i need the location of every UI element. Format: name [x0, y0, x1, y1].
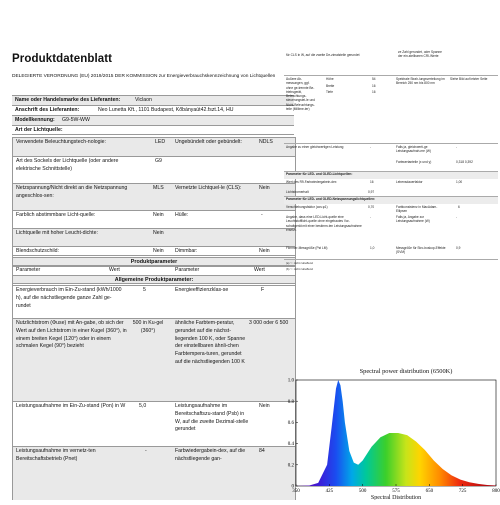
r9-value: 16: [370, 180, 374, 184]
param-cell: ähnliche Farbtem-peratur, gerundet auf die nächst-liegenden 100 K, oder Spanne der einstellbaren ähnli-chen Farbtempera-turen, gerundet auf die nächstliegenden 100 K: [175, 320, 247, 367]
x-tick-label: 650: [426, 489, 434, 494]
equiv-w-value: -: [456, 145, 457, 149]
param-cell: F: [261, 287, 264, 295]
svm-label: Messgröße für Stro-boskop-Effekte (SVM): [396, 246, 448, 255]
type-cell: Ungebündelt oder gebündelt:: [175, 139, 253, 147]
height-label: Höhe: [326, 77, 334, 81]
y-tick-label: 0.2: [288, 463, 295, 468]
y-tick-label: 0.8: [288, 400, 295, 405]
type-cell: Verwendete Beleuchtungstech-nologie:: [16, 139, 126, 147]
type-row: [13, 183, 295, 210]
footnote: (a) '-': nicht zutreffend: [286, 262, 313, 266]
param-cell: Leistungsaufnahme im Bereitschaftszu-stand (Psb) in W, auf die zweite Dezimal-stelle gerundet: [175, 403, 251, 434]
equiv-w-label: Falls ja, gleichwerti-ge Leistungsaufnah-me (W): [396, 145, 448, 154]
type-cell: Netzspannung/Nicht direkt an die Netzspannung angeschlos-sen:: [16, 185, 128, 201]
chart-title: Spectral power distribution (6500K): [360, 368, 453, 375]
type-cell: Nein: [259, 248, 270, 256]
model-id-label: Modellkennung:: [15, 117, 55, 125]
param-cell: Energieeffizienzklas-se: [175, 287, 251, 295]
y-tick-label: 0: [292, 485, 295, 490]
x-tick-label: 350: [292, 489, 300, 494]
footnote: (b) '-': nicht zutreffend: [286, 268, 313, 272]
type-row: [13, 156, 295, 183]
depth-value: 16: [372, 90, 376, 94]
y-tick-label: 0.4: [288, 442, 295, 447]
type-cell: Farblich abstimmbare Licht-quelle:: [16, 212, 128, 220]
type-cell: Hülle:: [175, 212, 188, 220]
macadam-value: 6: [458, 205, 460, 209]
param-cell: Nein: [259, 403, 270, 411]
type-cell: G9: [155, 158, 162, 166]
height-value: 54: [372, 77, 376, 81]
param-row: [13, 401, 295, 446]
svm-value: 0,9: [456, 246, 460, 250]
model-id-row: [12, 115, 294, 125]
chromaticity-value: 0,318 0,392: [456, 160, 478, 164]
param-cell: 500 in Ku-gel (360°): [129, 320, 167, 336]
type-row: [13, 246, 295, 256]
depth-label: Tiefe: [326, 90, 333, 94]
type-cell: Nein: [153, 212, 164, 220]
type-cell: LED: [155, 139, 165, 147]
lumen-maint-label: Lichtstromerhalt: [286, 190, 309, 194]
equiv-power-label: Angabe zu einer gleichwertigen Leistung: [286, 145, 356, 149]
supplier-address-value: Neo Lunetta Kft., 1101 Budapest, Kőbányaút42.fszt.14, HU: [98, 107, 233, 115]
param-cell: Farbwiedergabein-dex, auf die nächstliegende gan-: [175, 448, 251, 464]
type-row: [13, 210, 295, 228]
replaces-power-value: -: [456, 215, 457, 219]
supplier-name-value: Viclaon: [135, 97, 152, 105]
led-replaces-label: Angabe, dass eine LED-Licht-quelle eine Leuchtstofflicht-quelle ohne eingebautes Vor-schaltgerät mit einer bestimm-ten Leistungsaufnahme ersetzt.: [286, 215, 362, 232]
led-replaces-value: -: [370, 215, 371, 219]
type-row: [13, 137, 295, 156]
cos-phi-label: Verschiebungsfaktor (cos φ1): [286, 205, 366, 209]
param-cell: Leistungsaufnahme im vernetz-ten Bereitschaftsbetrieb (Pnet): [16, 448, 128, 464]
cos-phi-value: 0,70: [368, 205, 374, 209]
type-cell: Nein: [153, 248, 164, 256]
column-header: Parameter: [16, 267, 40, 275]
light-source-type-label: Art der Lichtquelle:: [15, 127, 63, 135]
param-cell: -: [145, 448, 147, 456]
spectral-label: Spektrale Strah-lungsverteilung im Bereich 250 nm bis 800 nm: [396, 77, 446, 86]
param-cell: 5,0: [139, 403, 146, 411]
cri-range-text: ze Zahl gerundet, oder Spanne der ein-stellbaren CRI-Werte: [398, 50, 446, 59]
x-tick-label: 800: [492, 489, 500, 494]
x-tick-label: 500: [359, 489, 367, 494]
lumen-maint-value: 0,97: [368, 190, 374, 194]
x-axis-label: Spectral Distribution: [371, 495, 421, 500]
light-source-type-row: [12, 125, 294, 135]
type-row: [13, 228, 295, 246]
regulation-intro: DELEGIERTE VERORDNUNG (EU) 2019/2015 DER KOMMISSION zur Energieverbrauchskennzeichnung von Lichtquellen: [12, 73, 292, 80]
type-cell: -: [261, 212, 263, 220]
width-label: Breite: [326, 84, 334, 88]
flicker-label: Flimmer-Messgröße (Pst LM): [286, 246, 366, 250]
lifetime-value: 1,00: [456, 180, 462, 184]
spectral-value: Siehe Bild auf letzter Seite: [450, 77, 492, 81]
r9-label: Wert des R9-Farbwiedergabein-dex: [286, 180, 376, 184]
param-section-header: Produktparameter: [13, 257, 295, 266]
param-cell: Nutzlichtstrom (Φuse) mit An-gabe, ob sich der Wert auf den Lichtstrom in einer Kugel (360°), in einem breiten Kegel (120°) oder in einem schmalen Kegel (90°) bezieht: [16, 320, 128, 351]
page-title: Produktdatenblatt: [12, 53, 112, 65]
column-header: Wert: [254, 267, 265, 275]
param-cell: Energieverbrauch im Ein-Zu-stand (kWh/1000 h), auf die nächstliegende ganze Zahl ge-rundet: [16, 287, 126, 310]
macadam-label: Farbkonsistenz in MacAdam-Ellipsen: [396, 205, 448, 214]
column-header-row: [13, 266, 295, 275]
equiv-power-value: -: [370, 145, 371, 149]
replaces-power-label: Falls ja, Angabe zur Leistungsaufnahme (W): [396, 215, 448, 224]
chromaticity-label: Farbwertanteile (x und y): [396, 160, 446, 164]
cls-power-text: für CLS in W, auf die zweite De-zimalstelle gerundet: [286, 53, 376, 57]
supplier-name-row: [12, 95, 294, 105]
led-section-title: Parameter für LED- und OLED-Lichtquellen:: [286, 172, 352, 176]
param-table: [12, 285, 296, 500]
x-tick-label: 575: [392, 489, 400, 494]
param-row: [13, 285, 295, 318]
param-cell: 5: [143, 287, 146, 295]
type-cell: Lichtquelle mit hoher Leucht-dichte:: [16, 230, 128, 238]
param-cell: 3 000 oder 6 500: [249, 320, 288, 328]
supplier-name-label: Name oder Handelsmarke des Lieferanten:: [15, 97, 120, 105]
y-tick-labels: [288, 379, 298, 490]
lifetime-label: Lebensdauerfaktor: [396, 180, 423, 184]
type-cell: Nein: [259, 185, 270, 193]
param-row: [13, 446, 295, 500]
supplier-address-label: Anschrift des Lieferanten:: [15, 107, 79, 115]
mls-section-title: Parameter für LED- und OLED-Netzspannungslichtquellen:: [286, 197, 375, 201]
type-cell: MLS: [153, 185, 164, 193]
y-tick-label: 0.6: [288, 421, 295, 426]
width-value: 16: [372, 84, 376, 88]
spectral-chart-svg: [282, 360, 500, 500]
type-cell: Dimmbar:: [175, 248, 197, 256]
y-tick-label: 1.0: [288, 379, 295, 384]
x-tick-label: 425: [326, 489, 334, 494]
param-cell: Leistungsaufnahme im Ein-Zu-stand (Pon) in W: [16, 403, 128, 411]
type-cell: Vernetzte Lichtquel-le (CLS):: [175, 185, 253, 193]
column-header: Parameter: [175, 267, 199, 275]
column-header: Wert: [109, 267, 120, 275]
divider: [284, 75, 498, 76]
supplier-address-row: [12, 105, 294, 115]
x-tick-label: 725: [459, 489, 467, 494]
divider: [284, 143, 498, 144]
flicker-value: 1,0: [370, 246, 374, 250]
param-row: [13, 318, 295, 401]
type-cell: Nein: [153, 230, 164, 238]
type-cell: NDLS: [259, 139, 273, 147]
model-id-value: G9-5W-WW: [62, 117, 90, 125]
param-cell: 84: [259, 448, 265, 456]
spectral-chart: [282, 360, 500, 500]
general-params-header: Allgemeine Produktparameter:: [13, 275, 295, 284]
divider: [284, 259, 498, 260]
chart-marks: [296, 380, 496, 486]
type-cell: Art des Sockels der Lichtquelle (oder andere elektrische Schnittstelle): [16, 158, 126, 174]
type-cell: Blendschutzschild:: [16, 248, 59, 256]
spectrum-area: [296, 380, 496, 486]
dimensions-label: Äußere Ab-messungen, ggf. ohne ge-trennte Be-triebsgerät, Beleuchtungs-steuerungstei-le und Nicht-Beleuchtungs-teile (Millime-ter): [286, 77, 316, 111]
